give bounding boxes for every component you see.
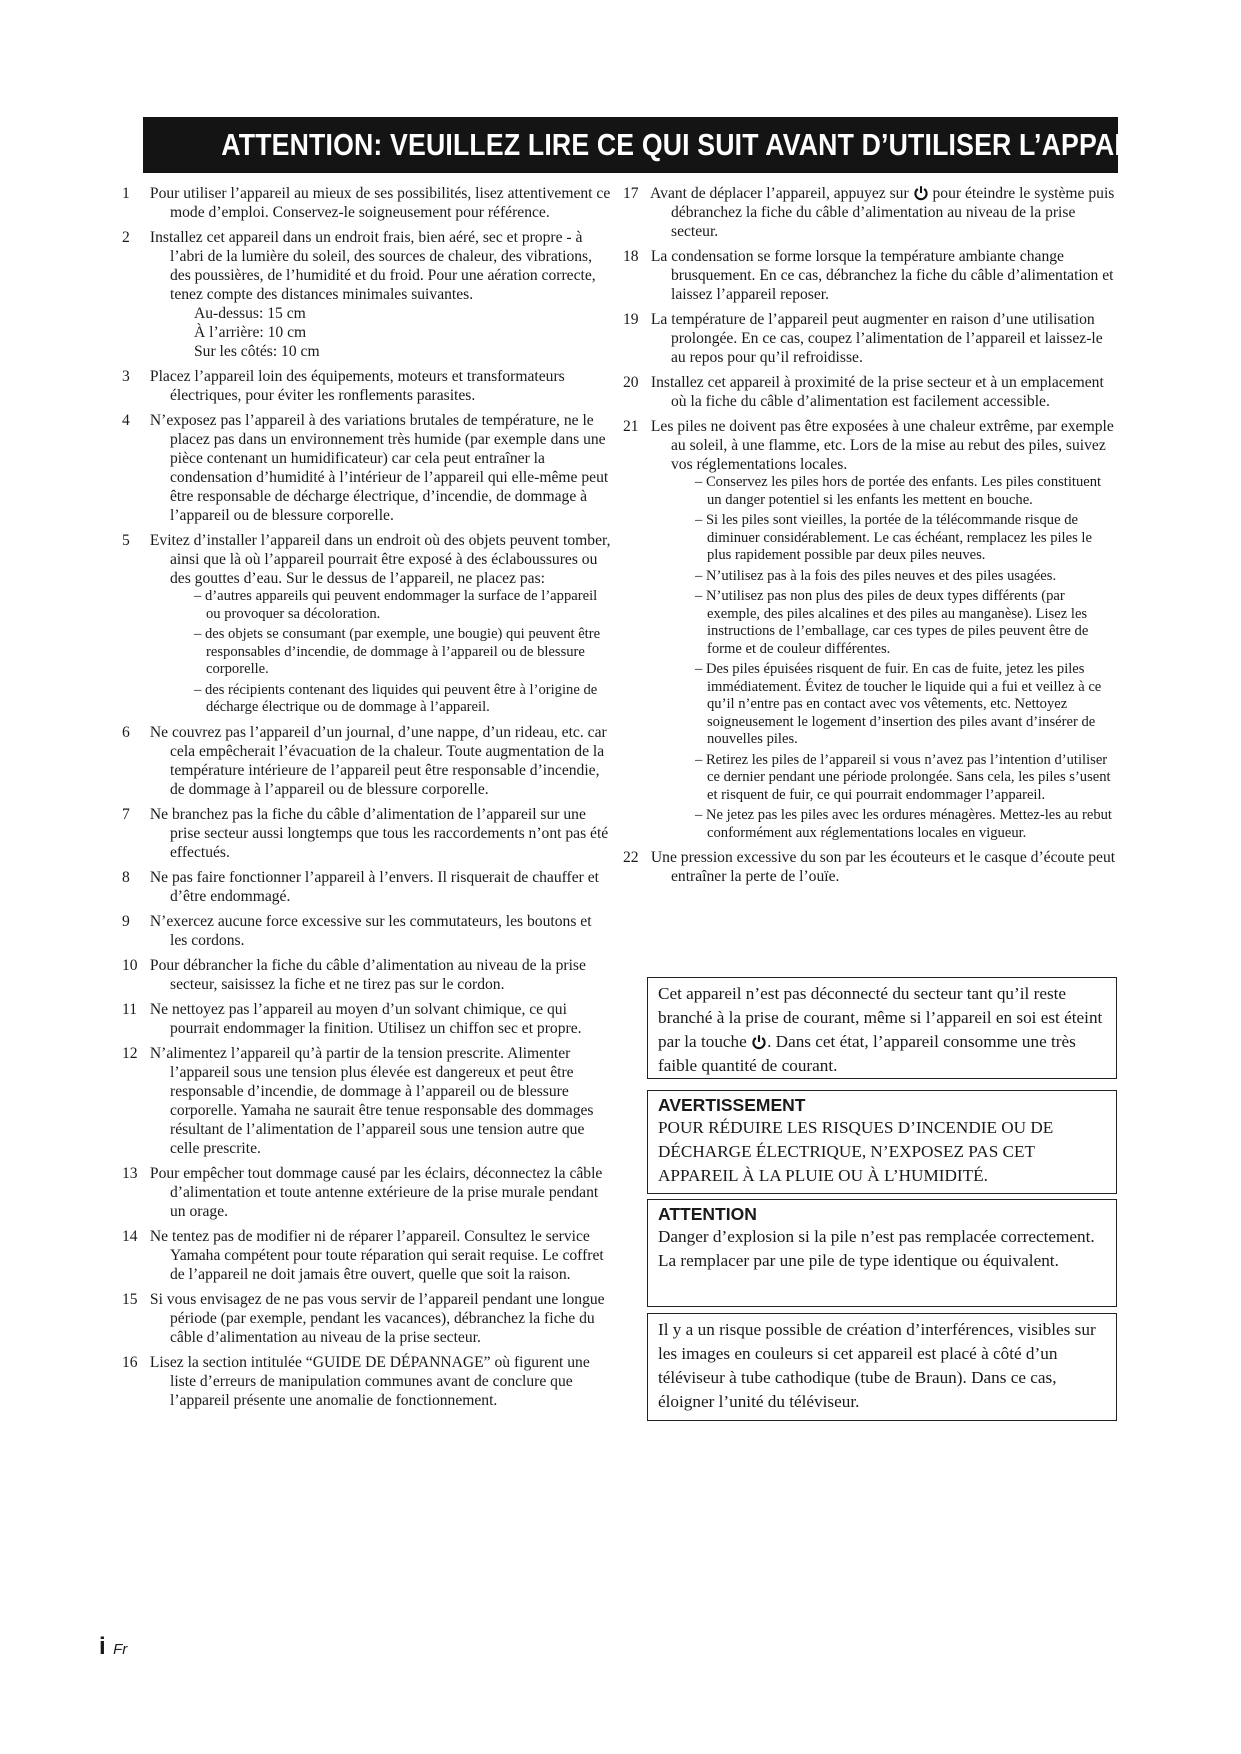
- item-text: Installez cet appareil à proximité de la prise secteur et à un emplacement où la fiche du câble d’alimentation est facilement accessible.: [650, 374, 1104, 410]
- dimension-line: Sur les côtés: 10 cm: [194, 343, 320, 360]
- list-item: 1 Pour utiliser l’appareil au mieux de ses possibilités, lisez attentivement ce mode d’emploi. Conservez-le soigneusement pour référence.: [122, 185, 611, 221]
- sub-item: – N’utilisez pas à la fois des piles neuves et des piles usagées.: [695, 567, 1057, 584]
- list-item: 11 Ne nettoyez pas l’appareil au moyen d’un solvant chimique, ce qui pourrait endommager la finition. Utilisez un chiffon sec et propre.: [122, 1000, 582, 1037]
- list-item: 5 Evitez d’installer l’appareil dans un endroit où des objets peuvent tomber, ainsi que là où l’appareil pourrait être exposé à des éclaboussures ou des gouttes d’eau. Sur le dessus de l’appareil, ne placez pas: – d’autres appareils qui peuvent endommager la surface de l’appareil ou provoquer sa décoloration. – des objets se consumant (par exemple, une bougie) qui peuvent être responsables d’incendie, de dommage à l’appareil ou de blessure corporelle. – des récipients contenant des liquides qui peuvent être à l’origine de décharge électrique ou de dommage à l’appareil.: [122, 532, 611, 715]
- right-column: [623, 184, 1117, 892]
- list-item: 2 Installez cet appareil dans un endroit frais, bien aéré, sec et propre - à l’abri de la lumière du soleil, des sources de chaleur, des vibrations, des poussières, de l’humidité et du froid. Pour une aération correcte, tenez compte des distances minimales suivantes. Au-dessus: 15 cm À l’arrière: 10 cm Sur les côtés: 10 cm: [146, 228, 611, 361]
- banner-title: ATTENTION: VEUILLEZ LIRE CE QUI SUIT AVANT D’UTILISER L’APPAREIL.: [221, 127, 1184, 162]
- item-text: La condensation se forme lorsque la température ambiante change brusquement. En ce cas, débranchez la fiche du câble d’alimentation et laissez l’appareil reposer.: [650, 248, 1114, 303]
- page-banner: [143, 117, 1184, 173]
- sub-item: – Des piles épuisées risquent de fuir. En cas de fuite, jetez les piles immédiatement. Évitez de toucher le liquide qui a fui et veillez à ce qu’il n’entre pas en contact avec vos vêtements, etc. Nettoyez soigneusement le logement d’insertion des piles avant d’insérer de nouvelles piles.: [695, 661, 1102, 747]
- item-text: Les piles ne doivent pas être exposées à une chaleur extrême, par exemple au soleil, à une flamme, etc. Lors de la mise au rebut des piles, suivez vos réglementations locales.: [650, 418, 1114, 473]
- sub-item: – Ne jetez pas les piles avec les ordures ménagères. Mettez-les au rebut conformément aux réglementations locales en vigueur.: [695, 807, 1112, 841]
- item-text: N’exercez aucune force excessive sur les commutateurs, les boutons et les cordons.: [149, 912, 592, 949]
- item-text: Ne couvrez pas l’appareil d’un journal, d’une nappe, d’un rideau, etc. car cela empêcherait l’évacuation de la chaleur. Toute augmentation de la température intérieure de l’appareil peut être responsable d’incendie, de dommage à l’appareil ou de blessure corporelle.: [149, 723, 607, 798]
- item-text: Avant de déplacer l’appareil, appuyez sur: [650, 185, 909, 202]
- item-text: Si vous envisagez de ne pas vous servir de l’appareil pendant une longue période (par exemple, pendant les vacances), débranchez la fiche du câble d’alimentation au niveau de la prise secteur.: [149, 1290, 605, 1346]
- list-item: 18 La condensation se forme lorsque la température ambiante change brusquement. En ce cas, débranchez la fiche du câble d’alimentation et laissez l’appareil reposer.: [623, 248, 1114, 303]
- sub-item: – Retirez les piles de l’appareil si vous n’avez pas l’intention d’utiliser ce dernier pendant une période prolongée. Sans cela, les piles s’usent et risquent de fuir, ce qui pourrait endommager l’appareil.: [695, 751, 1111, 803]
- sub-item: – Si les piles sont vieilles, la portée de la télécommande risque de diminuer considérablement. Le cas échéant, remplacez les piles le plus rapidement possible par deux piles neuves.: [695, 512, 1092, 563]
- page-number: i: [99, 1633, 106, 1660]
- list-item: 17 Avant de déplacer l’appareil, appuyez sur pour éteindre le système puis débranchez la fiche du câble d’alimentation au niveau de la prise secteur.: [623, 185, 1115, 240]
- list-item: 16 Lisez la section intitulée “GUIDE DE DÉPANNAGE” où figurent une liste d’erreurs de manipulation communes avant de conclure que l’appareil présente une anomalie de fonctionnement.: [122, 1353, 590, 1409]
- item-text: pour éteindre le système puis débranchez la fiche du câble d’alimentation au niveau de la prise secteur.: [671, 185, 1115, 240]
- language-code: Fr: [113, 1641, 128, 1658]
- sub-item: – des objets se consumant (par exemple, une bougie) qui peuvent être responsables d’incendie, de dommage à l’appareil ou de blessure corporelle.: [194, 626, 601, 677]
- sub-item: – Conservez les piles hors de portée des enfants. Les piles constituent un danger potentiel si les enfants les mettent en bouche.: [695, 474, 1102, 508]
- list-item: 10 Pour débrancher la fiche du câble d’alimentation au niveau de la prise secteur, saisissez la fiche et ne tirez pas sur le cordon.: [122, 956, 586, 993]
- sub-item: – N’utilisez pas non plus des piles de deux types différents (par exemple, des piles alcalines et des piles au manganèse). Lisez les instructions de l’emballage, car ces types de piles peuvent être de forme et de couleur différentes.: [695, 588, 1089, 657]
- item-text: Placez l’appareil loin des équipements, moteurs et transformateurs électriques, pour éviter les ronflements parasites.: [149, 368, 565, 404]
- attention-title: ATTENTION: [658, 1204, 757, 1224]
- list-item: 19 La température de l’appareil peut augmenter en raison d’une utilisation prolongée. En ce cas, coupez l’alimentation de l’appareil et laissez-le au repos pour qu’il refroidisse.: [623, 311, 1103, 366]
- item-text: Lisez la section intitulée “GUIDE DE DÉPANNAGE” où figurent une liste d’erreurs de manipulation communes avant de conclure que l’appareil présente une anomalie de fonctionnement.: [149, 1353, 590, 1409]
- item-text: N’alimentez l’appareil qu’à partir de la tension prescrite. Alimenter l’appareil sous une tension plus élevée est dangereux et peut être responsable d’incendie, de dommage à l’appareil ou de blessure corporelle. Yamaha ne saurait être tenue responsable des dommages résultant de l’alimentation de l’appareil sous une tension autre que celle prescrite.: [149, 1044, 594, 1157]
- list-item: 21 Les piles ne doivent pas être exposées à une chaleur extrême, par exemple au soleil, à une flamme, etc. Lors de la mise au rebut des piles, suivez vos réglementations locales. – Conservez les piles hors de portée des enfants. Les piles constituent un danger potentiel si les enfants les mettent en bouche. – Si les piles sont vieilles, la portée de la télécommande risque de diminuer considérablement. Le cas échéant, remplacez les piles le plus rapidement possible par deux piles neuves. – N’utilisez pas à la fois des piles neuves et des piles usagées. – N’utilisez pas non plus des piles de deux types différents (par exemple, des piles alcalines et des piles au manganèse). Lisez les instructions de l’emballage, car ces types de piles peuvent être de forme et de couleur différentes. – Des piles épuisées risquent de fuir. En cas de fuite, jetez les piles immédiatement. Évitez de toucher le liquide qui a fui et veillez à ce qu’il n’entre pas en contact avec vos vêtements, etc. Nettoyez soigneusement le logement d’insertion des piles avant d’insérer de nouvelles piles. – Retirez les piles de l’appareil si vous n’avez pas l’intention d’utiliser ce dernier pendant une période prolongée. Sans cela, les piles s’usent et risquent de fuir, ce qui pourrait endommager l’appareil. – Ne jetez pas les piles avec les ordures ménagères. Mettez-les au rebut conformément aux réglementations locales en vigueur.: [647, 417, 1117, 842]
- attention-text: Danger d’explosion si la pile n’est pas remplacée correctement. La remplacer par une pile de type identique ou équivalent.: [658, 1227, 1095, 1270]
- warning-title: AVERTISSEMENT: [658, 1095, 806, 1115]
- sub-item: – d’autres appareils qui peuvent endommager la surface de l’appareil ou provoquer sa décoloration.: [194, 588, 598, 622]
- list-item: 22 Une pression excessive du son par les écouteurs et le casque d’écoute peut entraîner la perte de l’ouïe.: [623, 849, 1116, 885]
- sub-item: – des récipients contenant des liquides qui peuvent être à l’origine de décharge électrique ou de dommage à l’appareil.: [194, 681, 598, 715]
- item-text: N’exposez pas l’appareil à des variations brutales de température, ne le placez pas dans un environnement très humide (par exemple dans une pièce contenant un humidificateur) car cela peut entraîner la condensation d’humidité à l’intérieur de l’appareil qui elle-même peut être responsable de décharge électrique, d’incendie, de dommage à l’appareil ou de blessure corporelle.: [149, 412, 609, 524]
- item-text: Ne nettoyez pas l’appareil au moyen d’un solvant chimique, ce qui pourrait endommager la finition. Utilisez un chiffon sec et propre.: [149, 1000, 582, 1037]
- item-text: Installez cet appareil dans un endroit frais, bien aéré, sec et propre - à l’abri de la lumière du soleil, des sources de chaleur, des vibrations, des poussières, de l’humidité et du froid. Pour une aération correcte, tenez compte des distances minimales suivantes.: [149, 229, 596, 303]
- item-text: La température de l’appareil peut augmenter en raison d’une utilisation prolongée. En ce cas, coupez l’alimentation de l’appareil et laissez-le au repos pour qu’il refroidisse.: [650, 311, 1103, 366]
- page-footer: [99, 1633, 127, 1661]
- power-note-text-b: . Dans cet état, l’appareil consomme une très faible quantité de courant.: [658, 1032, 1076, 1075]
- list-item: 9 N’exercez aucune force excessive sur les commutateurs, les boutons et les cordons.: [122, 912, 592, 949]
- warning-text: POUR RÉDUIRE LES RISQUES D’INCENDIE OU DE DÉCHARGE ÉLECTRIQUE, N’EXPOSEZ PAS CET APPAREIL À LA PLUIE OU À L’HUMIDITÉ.: [658, 1118, 1054, 1185]
- item-text: Ne tentez pas de modifier ni de réparer l’appareil. Consultez le service Yamaha compétent pour toute réparation qui serait requise. Le coffret de l’appareil ne doit jamais être ouvert, quelle que soit la raison.: [149, 1227, 604, 1283]
- item-text: Une pression excessive du son par les écouteurs et le casque d’écoute peut entraîner la perte de l’ouïe.: [650, 849, 1116, 885]
- list-item: 12 N’alimentez l’appareil qu’à partir de la tension prescrite. Alimenter l’appareil sous une tension plus élevée est dangereux et peut être responsable d’incendie, de dommage à l’appareil ou de blessure corporelle. Yamaha ne saurait être tenue responsable des dommages résultant de l’alimentation de l’appareil sous une tension autre que celle prescrite.: [122, 1044, 594, 1157]
- power-icon: [913, 185, 929, 201]
- attention-box: [647, 1199, 1117, 1307]
- list-item: 15 Si vous envisagez de ne pas vous servir de l’appareil pendant une longue période (par exemple, pendant les vacances), débranchez la fiche du câble d’alimentation au niveau de la prise secteur.: [122, 1290, 605, 1346]
- interference-box: [647, 1313, 1117, 1421]
- warning-box: [647, 1090, 1117, 1194]
- dimension-line: À l’arrière: 10 cm: [194, 324, 307, 341]
- item-text: Pour utiliser l’appareil au mieux de ses possibilités, lisez attentivement ce mode d’emploi. Conservez-le soigneusement pour référence.: [149, 185, 611, 221]
- power-note-text-a: Cet appareil n’est pas déconnecté du secteur tant qu’il reste branché à la prise de courant, même si l’appareil en soi est éteint par la touche: [658, 984, 1103, 1051]
- list-item: 20 Installez cet appareil à proximité de la prise secteur et à un emplacement où la fiche du câble d’alimentation est facilement accessible.: [623, 374, 1104, 410]
- list-item: 13 Pour empêcher tout dommage causé par les éclairs, déconnectez la câble d’alimentation et toute antenne extérieure de la prise murale pendant un orage.: [122, 1164, 603, 1220]
- item-text: Pour empêcher tout dommage causé par les éclairs, déconnectez la câble d’alimentation et toute antenne extérieure de la prise murale pendant un orage.: [149, 1164, 603, 1220]
- item-text: Ne pas faire fonctionner l’appareil à l’envers. Il risquerait de chauffer et d’être endommagé.: [149, 868, 600, 905]
- list-item: 7 Ne branchez pas la fiche du câble d’alimentation de l’appareil sur une prise secteur aussi longtemps que tous les raccordements n’ont pas été effectués.: [122, 805, 609, 861]
- list-item: 3 Placez l’appareil loin des équipements, moteurs et transformateurs électriques, pour éviter les ronflements parasites.: [122, 368, 565, 404]
- dimension-line: Au-dessus: 15 cm: [194, 305, 306, 322]
- sub-list: [671, 474, 1117, 842]
- power-note-box: [647, 977, 1117, 1079]
- sub-list: [170, 588, 611, 717]
- list-item: 8 Ne pas faire fonctionner l’appareil à l’envers. Il risquerait de chauffer et d’être endommagé.: [122, 868, 600, 905]
- item-text: Ne branchez pas la fiche du câble d’alimentation de l’appareil sur une prise secteur aussi longtemps que tous les raccordements n’ont pas été effectués.: [149, 805, 609, 861]
- list-item: 4 N’exposez pas l’appareil à des variations brutales de température, ne le placez pas dans un environnement très humide (par exemple dans une pièce contenant un humidificateur) car cela peut entraîner la condensation d’humidité à l’intérieur de l’appareil qui elle-même peut être responsable de décharge électrique, d’incendie, de dommage à l’appareil ou de blessure corporelle.: [122, 412, 609, 524]
- power-icon: [751, 1034, 767, 1050]
- item-text: Evitez d’installer l’appareil dans un endroit où des objets peuvent tomber, ainsi que là où l’appareil pourrait être exposé à des éclaboussures ou des gouttes d’eau. Sur le dessus de l’appareil, ne placez pas:: [149, 532, 611, 587]
- interference-text: Il y a un risque possible de création d’interférences, visibles sur les images en couleurs si cet appareil est placé à côté d’un téléviseur à tube cathodique (tube de Braun). Dans ce cas, éloigner l’unité du téléviseur.: [658, 1320, 1096, 1411]
- left-column: [122, 184, 611, 1416]
- item-text: Pour débrancher la fiche du câble d’alimentation au niveau de la prise secteur, saisissez la fiche et ne tirez pas sur le cordon.: [149, 956, 586, 993]
- list-item: 6 Ne couvrez pas l’appareil d’un journal, d’une nappe, d’un rideau, etc. car cela empêcherait l’évacuation de la chaleur. Toute augmentation de la température intérieure de l’appareil peut être responsable d’incendie, de dommage à l’appareil ou de blessure corporelle.: [122, 723, 607, 798]
- list-item: 14 Ne tentez pas de modifier ni de réparer l’appareil. Consultez le service Yamaha compétent pour toute réparation qui serait requise. Le coffret de l’appareil ne doit jamais être ouvert, quelle que soit la raison.: [122, 1227, 604, 1283]
